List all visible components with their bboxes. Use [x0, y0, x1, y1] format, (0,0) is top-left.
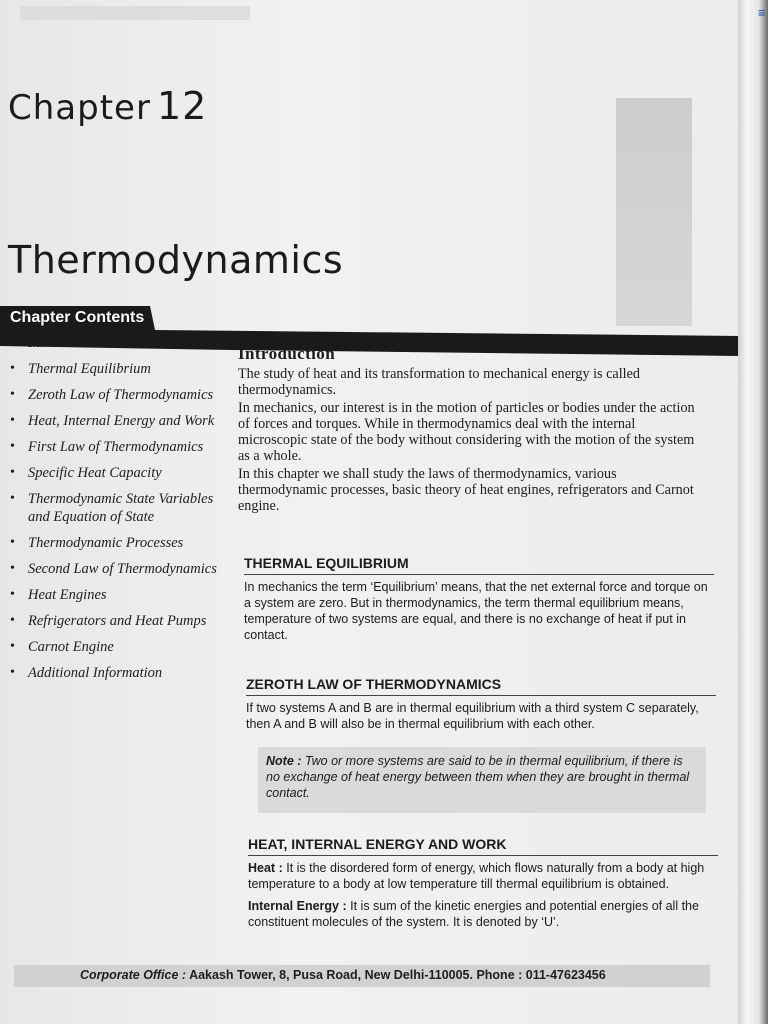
contents-item: • Second Law of Thermodynamics [10, 560, 220, 578]
internal-energy-text: It is sum of the kinetic energies and potential energies of all the constituent molecules of the system. It is denoted by ‘U’. [248, 899, 699, 929]
introduction-paragraph: In this chapter we shall study the laws of thermodynamics, various thermodynamic processes, basic theory of heat engines, refrigerators and Carnot engine. [238, 466, 694, 514]
heat-text: It is the disordered form of energy, which flows naturally from a body at high temperature to a body at low temperature till thermal equilibrium is obtained. [248, 861, 705, 891]
section-heading: HEAT, INTERNAL ENERGY AND WORK [248, 836, 718, 856]
contents-item: • Thermodynamic Processes [10, 534, 220, 552]
introduction-heading: Introduction [238, 344, 336, 363]
contents-label: Chapter Contents [10, 309, 145, 326]
note-box [258, 747, 706, 813]
footer-label: Corporate Office : [80, 968, 187, 982]
internal-energy-term: Internal Energy : [248, 899, 347, 913]
contents-item: • Specific Heat Capacity [10, 464, 220, 482]
top-faded-band [20, 6, 250, 20]
heat-section [248, 836, 718, 936]
section-body [248, 860, 718, 930]
chapter-word: Chapter [8, 88, 151, 128]
footer-text [80, 968, 606, 982]
contents-item: • Introduction [10, 334, 220, 352]
section-heading: THERMAL EQUILIBRIUM [244, 555, 714, 575]
contents-item: • First Law of Thermodynamics [10, 438, 220, 456]
zeroth-law-section [246, 676, 716, 732]
heat-term: Heat : [248, 861, 283, 875]
note-label: Note : [266, 754, 302, 768]
contents-item: • Carnot Engine [10, 638, 220, 656]
edge-mark-icon: ≡ [757, 8, 766, 19]
introduction-paragraph: In mechanics, our interest is in the motion of particles or bodies under the action of forces and torques. While in thermodynamics deal with the internal microscopic state of the body without considering with the motion of the system as a whole. [238, 400, 695, 464]
chapter-number [8, 84, 207, 128]
introduction-body [238, 366, 708, 516]
contents-item: • Heat Engines [10, 586, 220, 604]
introduction-paragraph: The study of heat and its transformation to mechanical energy is called thermodynamics. [238, 366, 640, 398]
contents-item: • Thermodynamic State Variables and Equation of State [10, 490, 220, 526]
contents-item: • Refrigerators and Heat Pumps [10, 612, 220, 630]
chapter-digit: 12 [156, 84, 208, 128]
footer-address: Aakash Tower, 8, Pusa Road, New Delhi-110005. Phone : 011-47623456 [189, 968, 606, 982]
bleed-through-block [616, 98, 692, 326]
chapter-title: Thermodynamics [8, 238, 344, 282]
chapter-contents-list [10, 334, 220, 690]
contents-item: • Thermal Equilibrium [10, 360, 220, 378]
contents-item: • Additional Information [10, 664, 220, 682]
note-text: Two or more systems are said to be in thermal equilibrium, if there is no exchange of heat energy between them when they are brought in thermal contact. [266, 754, 690, 800]
thermal-equilibrium-section [244, 555, 714, 643]
section-body: If two systems A and B are in thermal equilibrium with a third system C separately, then A and B will also be in thermal equilibrium with each other. [246, 701, 699, 731]
internal-energy-definition [248, 898, 718, 930]
contents-item: • Zeroth Law of Thermodynamics [10, 386, 220, 404]
contents-item: • Heat, Internal Energy and Work [10, 412, 220, 430]
heat-definition [248, 860, 718, 892]
section-heading: ZEROTH LAW OF THERMODYNAMICS [246, 676, 716, 696]
section-body: In mechanics the term ‘Equilibrium’ means, that the net external force and torque on a system are zero. But in thermodynamics, the term thermal equilibrium means, temperature of two systems are equal, and there is no exchange of heat if put in contact. [244, 580, 708, 642]
page-edge [738, 0, 768, 1024]
